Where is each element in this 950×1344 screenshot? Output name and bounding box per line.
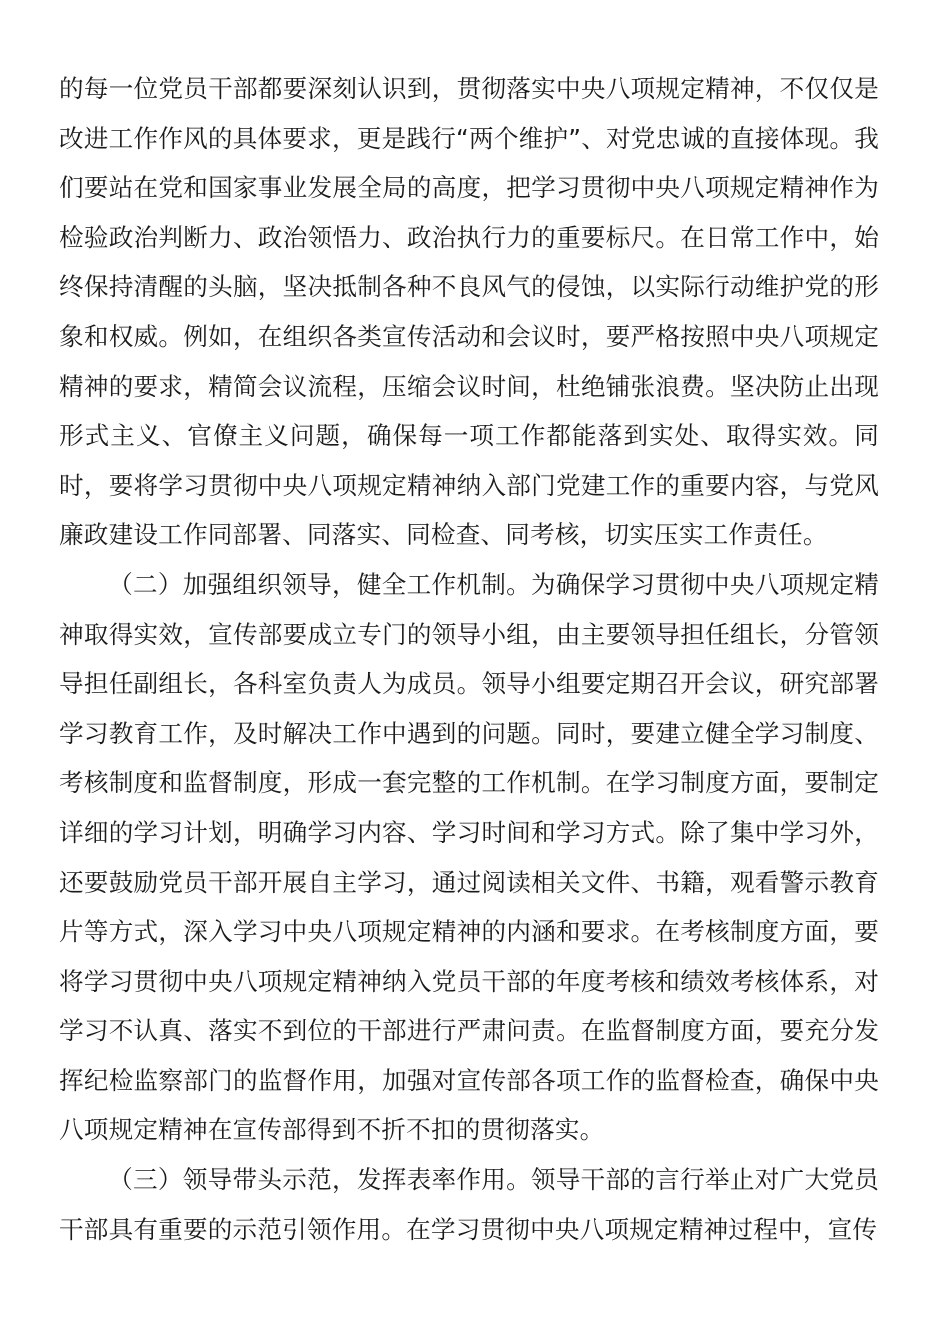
paragraph-section-three: （三）领导带头示范，发挥表率作用。领导干部的言行举止对广大党员干部具有重要的示范引领作用。在学习贯彻中央八项规定精神过程中，宣传 [59,1165,879,1244]
document-body [59,64,879,1254]
paragraph-section-two: （二）加强组织领导，健全工作机制。为确保学习贯彻中央八项规定精神取得实效，宣传部要成立专门的领导小组，由主要领导担任组长，分管领导担任副组长，各科室负责人为成员。领导小组要定期召开会议，研究部署学习教育工作，及时解决工作中遇到的问题。同时，要建立健全学习制度、考核制度和监督制度，形成一套完整的工作机制。在学习制度方面，要制定详细的学习计划，明确学习内容、学习时间和学习方式。除了集中学习外，还要鼓励党员干部开展自主学习，通过阅读相关文件、书籍，观看警示教育片等方式，深入学习中央八项规定精神的内涵和要求。在考核制度方面，要将学习贯彻中央八项规定精神纳入党员干部的年度考核和绩效考核体系，对学习不认真、落实不到位的干部进行严肃问责。在监督制度方面，要充分发挥纪检监察部门的监督作用，加强对宣传部各项工作的监督检查，确保中央八项规定精神在宣传部得到不折不扣的贯彻落实。 [59,569,879,1145]
paragraph-continuation: 的每一位党员干部都要深刻认识到，贯彻落实中央八项规定精神，不仅仅是改进工作作风的具体要求，更是践行“两个维护”、对党忠诚的直接体现。我们要站在党和国家事业发展全局的高度，把学习贯彻中央八项规定精神作为检验政治判断力、政治领悟力、政治执行力的重要标尺。在日常工作中，始终保持清醒的头脑，坚决抵制各种不良风气的侵蚀，以实际行动维护党的形象和权威。例如，在组织各类宣传活动和会议时，要严格按照中央八项规定精神的要求，精简会议流程，压缩会议时间，杜绝铺张浪费。坚决防止出现形式主义、官僚主义问题，确保每一项工作都能落到实处、取得实效。同时，要将学习贯彻中央八项规定精神纳入部门党建工作的重要内容，与党风廉政建设工作同部署、同落实、同检查、同考核，切实压实工作责任。 [59,74,879,550]
